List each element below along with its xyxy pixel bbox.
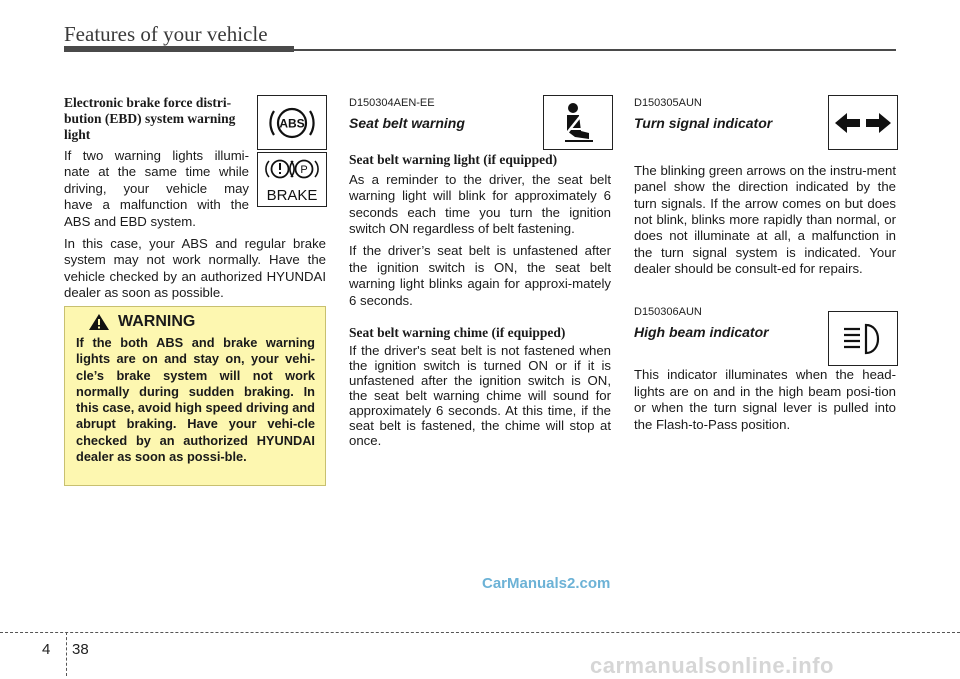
seat-belt-chime-subheading: Seat belt warning chime (if equipped) [349, 325, 566, 341]
ebd-paragraph-line: ABS and EBD system. [64, 213, 196, 229]
section-title-high-beam: High beam indicator [634, 324, 769, 341]
section-title-seat-belt: Seat belt warning [349, 115, 465, 132]
section-code: D150304AEN-EE [349, 97, 435, 109]
ebd-paragraph-line: driving, your vehicle may [64, 180, 249, 196]
section-code: D150306AUN [634, 305, 702, 318]
ebd-paragraph-2: In this case, your ABS and regular brake system may not work normally. Have the vehicle checked by an authorized HYUNDAI dealer as soon as possible. [64, 236, 326, 301]
warning-box [64, 306, 326, 486]
warning-header [88, 313, 315, 331]
watermark-text: CarManuals2.com [482, 575, 611, 592]
high-beam-icon [828, 311, 898, 366]
ebd-paragraph-line: have a malfunction with the [64, 197, 249, 213]
high-beam-paragraph: This indicator illuminates when the head-lights are on and in the high beam posi-tion or when the turn signal lever is pulled into the Flash-to-Pass position. [634, 367, 896, 432]
abs-warning-icon [257, 95, 327, 150]
ebd-paragraph-1 [64, 148, 249, 230]
ebd-heading-line: bution (EBD) system warning [64, 111, 236, 126]
page-number: 38 [72, 641, 89, 658]
turn-signal-arrows-icon [828, 95, 898, 150]
ebd-heading [64, 95, 249, 143]
section-title-turn-signal: Turn signal indicator [634, 115, 773, 132]
abs-icon-text: ABS [279, 116, 305, 130]
warning-title: WARNING [118, 313, 196, 330]
header-rule-thick [64, 46, 294, 52]
page-header-title: Features of your vehicle [64, 22, 268, 46]
ebd-heading-line: light [64, 127, 91, 142]
footer-watermark-logo: carmanualsonline.info [590, 653, 834, 678]
ebd-paragraph-line: nate at the same time while [64, 164, 249, 180]
ebd-paragraph-line: If two warning lights illumi- [64, 148, 249, 163]
footer-vertical-divider [66, 632, 67, 676]
seat-belt-paragraph-1: As a reminder to the driver, the seat belt warning light will blink for approximately 6 seconds each time you turn the ignition switch ON regardless of belt fastening. [349, 171, 611, 237]
seat-belt-light-subheading: Seat belt warning light (if equipped) [349, 151, 558, 167]
turn-signal-paragraph: The blinking green arrows on the instru-ment panel show the direction indicated by the turn signals. If the arrow comes on but does not blink, blinks more rapidly than normal, or does not illuminate at all, a malfunction in the turn signal system is indicated. Your dealer should be consult-ed for repairs. [634, 162, 896, 277]
warning-triangle-icon [88, 313, 110, 331]
header-rule-thin [294, 49, 896, 51]
warning-body: If the both ABS and brake warning lights are on and stay on, your vehi-cle’s brake system will not work normally during sudden braking. In this case, avoid high speed driving and abrupt braking. Have your vehi-cle checked by an authorized HYUNDAI dealer as soon as possi-ble. [76, 335, 315, 465]
brake-icon-text: BRAKE [266, 186, 318, 204]
brake-warning-icon [257, 152, 327, 207]
seat-belt-paragraph-3: If the driver's seat belt is not fastened when the ignition switch is turned ON or if it is unfastened after the ignition switch is ON, the seat belt warning chime will sound for approximately 6 seconds. At this time, if the seat belt is fastened, the chime will stop at once. [349, 343, 611, 449]
section-code: D150305AUN [634, 97, 702, 109]
footer-divider [0, 632, 960, 633]
seat-belt-paragraph-2: If the driver’s seat belt is unfastened after the ignition switch is ON, the seat belt warning light blinks again for approxi-mately 6 seconds. [349, 243, 611, 308]
chapter-number: 4 [42, 641, 51, 658]
ebd-heading-line: Electronic brake force distri- [64, 95, 232, 110]
parking-p-text: P [300, 163, 308, 176]
seat-belt-icon [543, 95, 613, 150]
